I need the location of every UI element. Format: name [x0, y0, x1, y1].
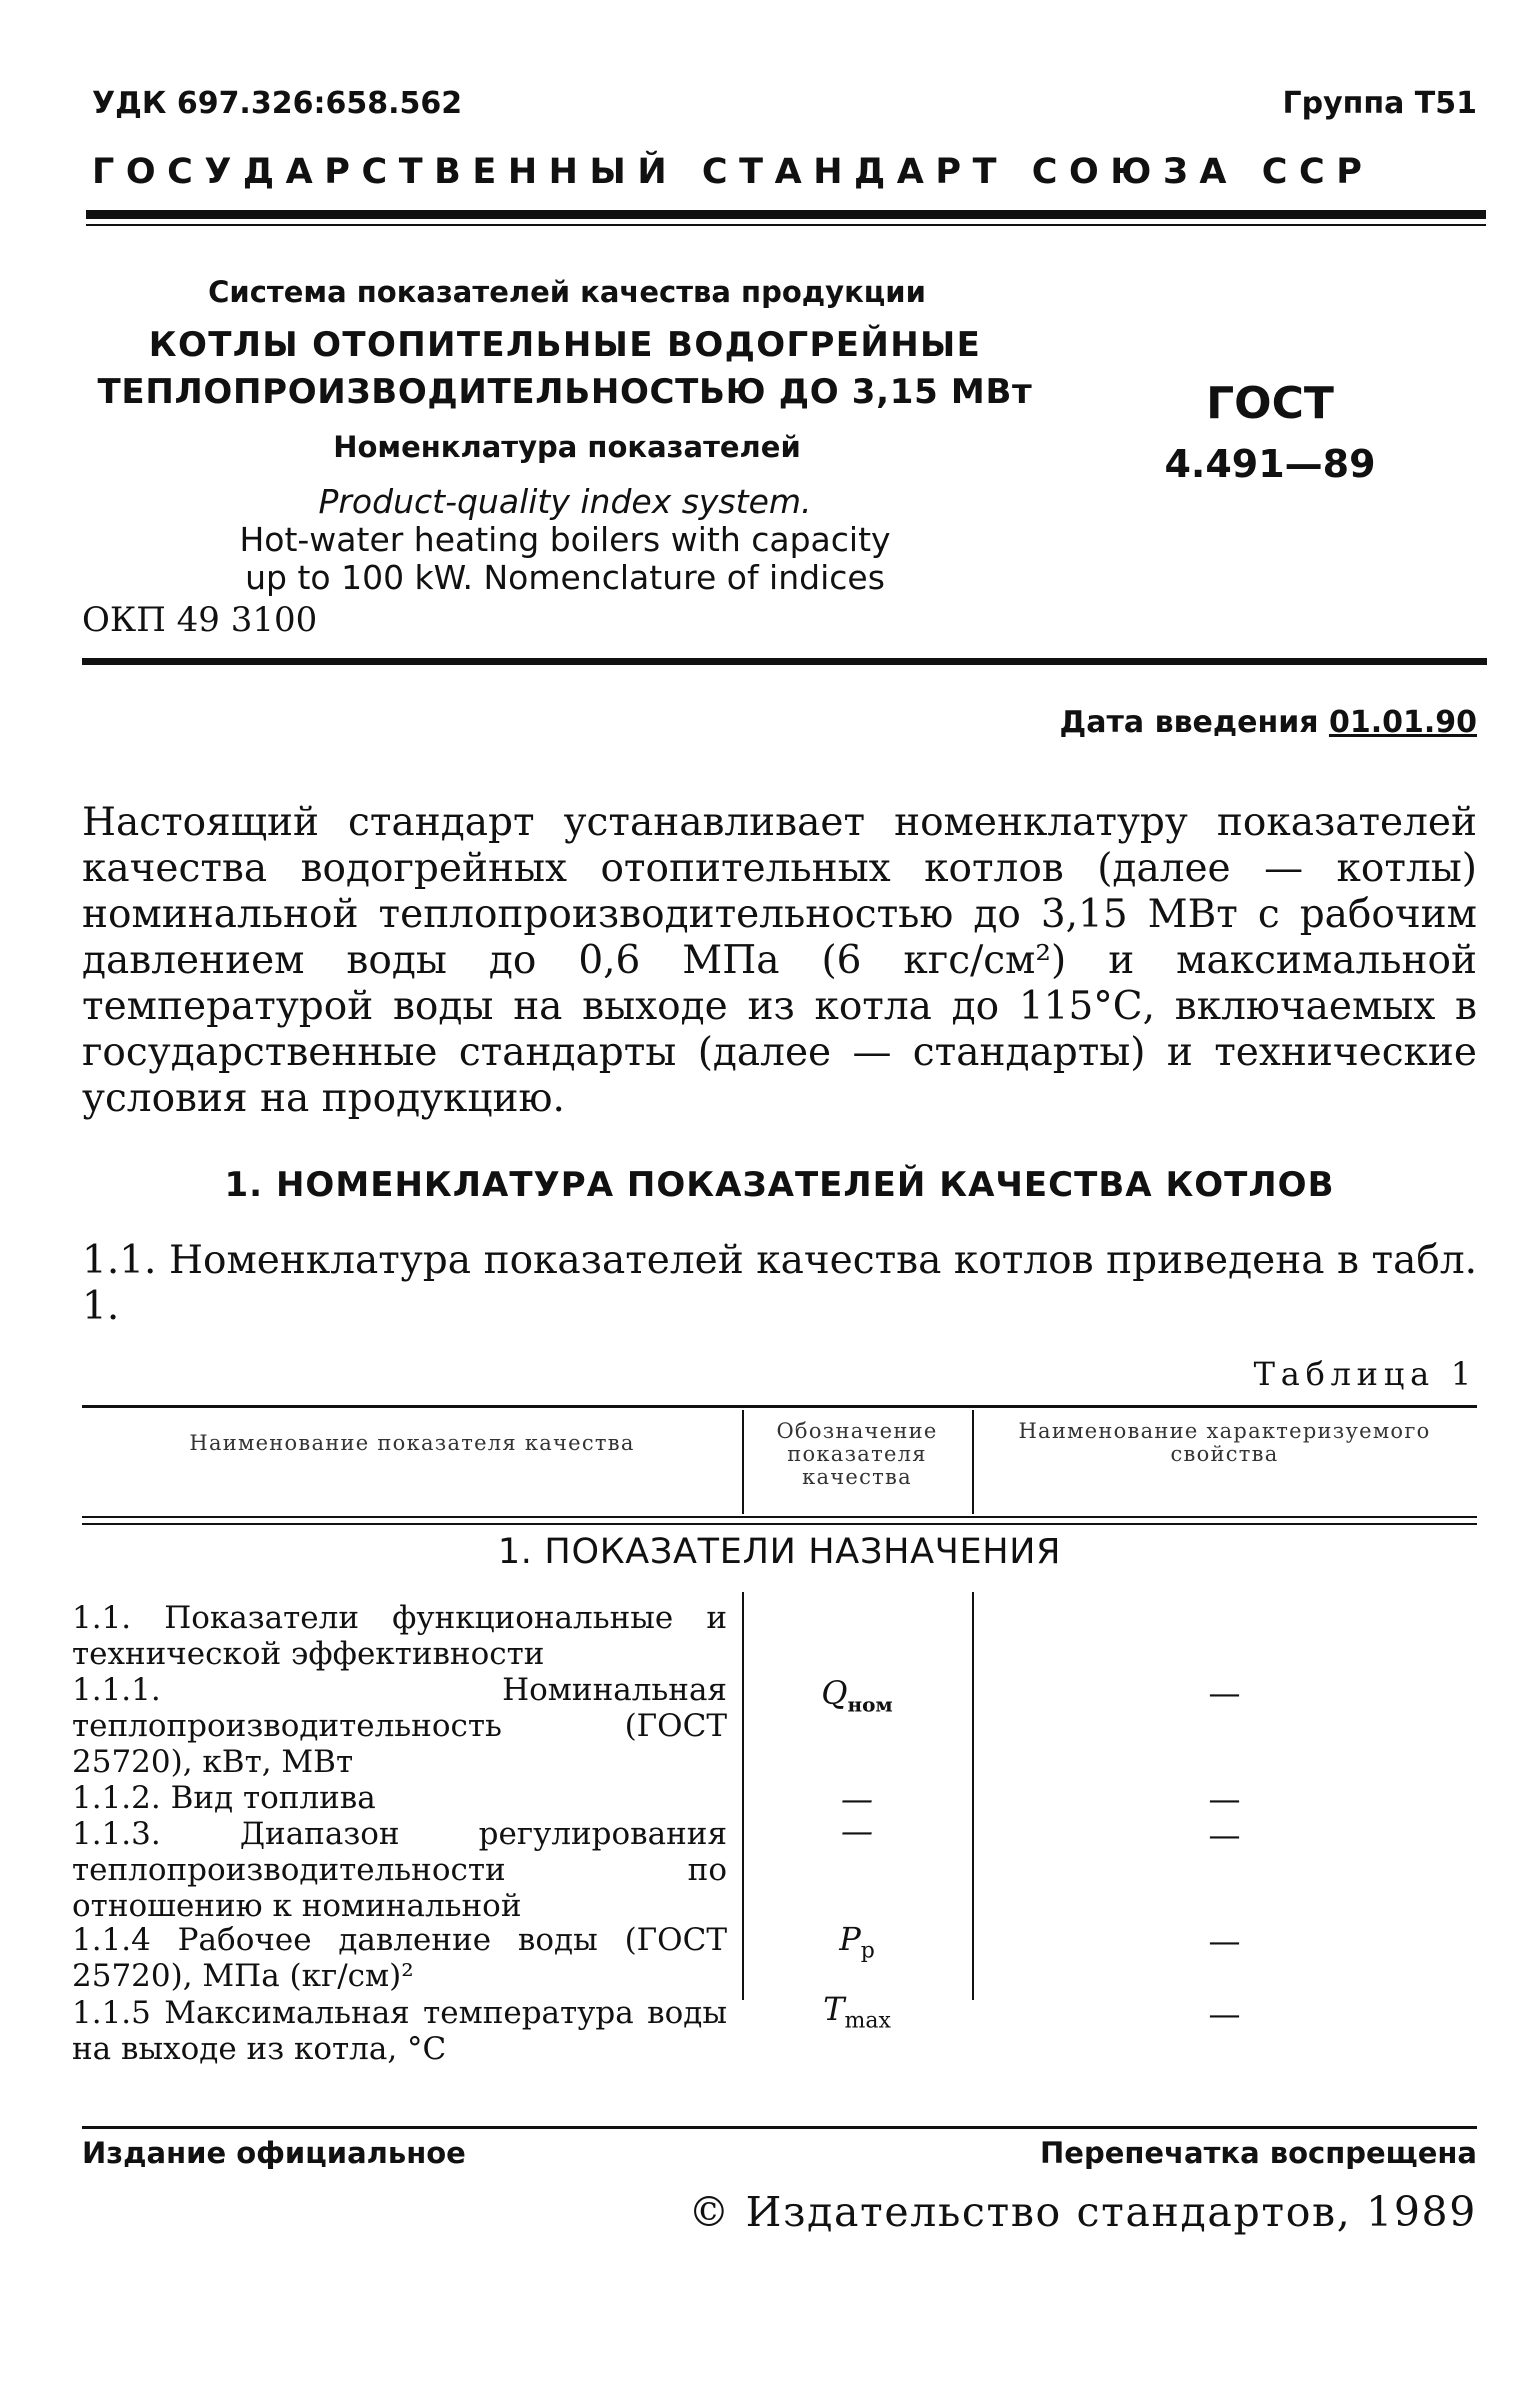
publisher-line	[688, 2188, 1477, 2236]
table-group-heading: 1. ПОКАЗАТЕЛИ НАЗНАЧЕНИЯ	[497, 1532, 1062, 1572]
state-standard-title: ГОСУДАРСТВЕННЫЙ СТАНДАРТ СОЮЗА ССР	[92, 152, 1374, 192]
row-symbol: $T_{max}$	[823, 1990, 891, 2034]
column-header-characteristic: Наименование характеризуемого свойства	[1018, 1419, 1431, 1466]
system-title: Система показателей качества продукции	[208, 275, 926, 309]
document-title-line1: КОТЛЫ ОТОПИТЕЛЬНЫЕ ВОДОГРЕЙНЫЕ	[148, 325, 982, 365]
document-title-line2: ТЕПЛОПРОИЗВОДИТЕЛЬНОСТЬЮ ДО 3,15 МВт	[97, 372, 1033, 412]
effective-date-label: Дата введения	[1059, 705, 1319, 740]
footer-rule	[82, 2126, 1477, 2129]
column-header-symbol: Обозначение показателя качества	[776, 1419, 938, 1489]
table-row	[72, 1922, 727, 1994]
table-top-rule	[82, 1405, 1477, 1408]
row-name: 1.1.5 Максимальная температура воды на выходе из котла, °С	[72, 1995, 727, 2067]
row-symbol: $Q_{ном}$	[821, 1674, 893, 1717]
publisher-name: Издательство стандартов, 1989	[745, 2188, 1477, 2236]
table-row	[72, 1816, 727, 1924]
header-rule-thin	[86, 224, 1486, 226]
document-subtitle: Номенклатура показателей	[333, 430, 801, 464]
reprint-prohibited-label: Перепечатка воспрещена	[1040, 2136, 1477, 2170]
table-row	[72, 1600, 727, 1672]
row-characteristic: —	[1208, 1674, 1241, 1712]
column-header-name: Наименование показателя качества	[189, 1431, 635, 1455]
table-header-rule-1	[82, 1516, 1477, 1518]
english-title-line1: Product-quality index system.	[318, 482, 812, 521]
effective-date-value: 01.01.90	[1328, 705, 1477, 740]
row-name: 1.1.3. Диапазон регулирования теплопроизводительности по отношению к номинальной	[72, 1816, 727, 1924]
row-symbol-subscript: max	[844, 2008, 891, 2034]
row-name: 1.1.1. Номинальная теплопроизводительность (ГОСТ 25720), кВт, МВт	[72, 1672, 727, 1780]
section-heading: 1. НОМЕНКЛАТУРА ПОКАЗАТЕЛЕЙ КАЧЕСТВА КОТЛОВ	[224, 1165, 1335, 1205]
intro-paragraph: Настоящий стандарт устанавливает номенклатуру показателей качества водогрейных отопительных котлов (далее — котлы) номинальной теплопроизводительностью до 3,15 МВт с рабочим давлением воды до 0,6 МПа (6 кгс/см²) и максимальной температурой воды на выходе из котла до 115°С, включаемых в государственные стандарты (далее — стандарты) и технические условия на продукцию.	[82, 800, 1477, 1121]
table-row	[72, 1672, 727, 1780]
okp-code: ОКП 49 3100	[82, 600, 318, 640]
row-name: 1.1. Показатели функциональные и технической эффективности	[72, 1600, 727, 1672]
row-characteristic: —	[1208, 1816, 1241, 1854]
gost-label: ГОСТ	[1206, 378, 1334, 429]
table-header-rule-2	[82, 1523, 1477, 1525]
row-characteristic: —	[1208, 1995, 1241, 2033]
paragraph-1-1: 1.1. Номенклатура показателей качества котлов приведена в табл. 1.	[82, 1238, 1477, 1329]
row-characteristic: —	[1208, 1922, 1241, 1960]
row-symbol: —	[841, 1780, 873, 1818]
english-title-line2: Hot-water heating boilers with capacity	[239, 520, 891, 559]
table-row	[72, 1995, 727, 2067]
row-name: 1.1.2. Вид топлива	[72, 1780, 376, 1816]
row-characteristic: —	[1208, 1780, 1241, 1818]
effective-date	[1060, 705, 1477, 740]
gost-number: 4.491—89	[1164, 442, 1376, 486]
official-edition-label: Издание официальное	[82, 2136, 466, 2170]
header-rule-thick	[86, 210, 1486, 219]
table-caption: Таблица 1	[1253, 1355, 1477, 1393]
udk-code: УДК 697.326:658.562	[92, 86, 463, 121]
copyright-icon: ©	[688, 2188, 731, 2236]
title-block-rule	[82, 658, 1487, 665]
english-title-line3: up to 100 kW. Nomenclature of indices	[245, 558, 885, 597]
row-symbol-subscript: ном	[847, 1692, 893, 1717]
row-name: 1.1.4 Рабочее давление воды (ГОСТ 25720), МПа (кг/см)²	[72, 1922, 727, 1994]
table-row	[72, 1780, 727, 1816]
row-symbol-subscript: р	[860, 1938, 875, 1964]
group-code: Группа Т51	[1282, 86, 1477, 121]
row-symbol: —	[841, 1812, 873, 1850]
row-symbol: $P_р$	[839, 1920, 875, 1964]
